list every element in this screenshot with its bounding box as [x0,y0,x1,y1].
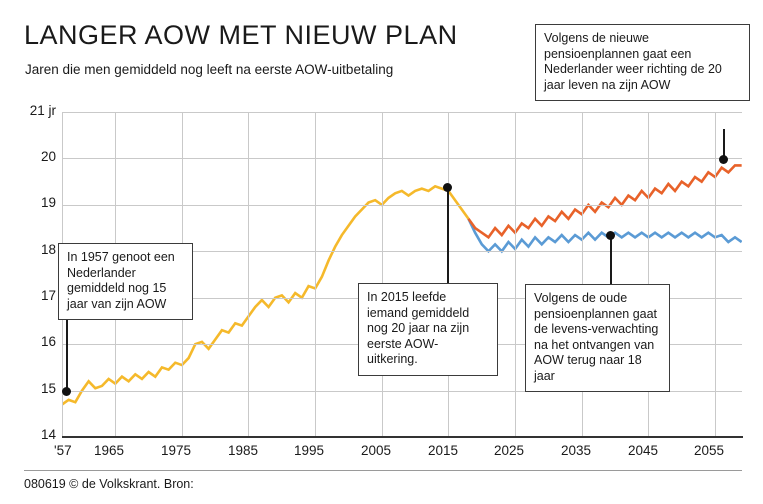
chart-subtitle: Jaren die men gemiddeld nog leeft na eerste AOW-uitbetaling [25,62,394,77]
annotation-dot-2015 [443,183,452,192]
page-title: LANGER AOW MET NIEUW PLAN [24,20,458,50]
vgridline-1995 [315,112,316,437]
vgridline-2055 [715,112,716,437]
x-tick-2025: 2025 [494,443,525,458]
y-tick-21: 21 jr [29,103,56,118]
x-tick-1975: 1975 [161,443,192,458]
gridline-20 [62,158,742,159]
x-axis-labels [40,443,763,465]
y-tick-17: 17 [40,288,56,303]
vgridline-2025 [515,112,516,437]
callout-oude-plannen: Volgens de oude pensioenplannen gaat de levens-verwachting na het ontvangen van AOW terug naar 18 jaar [525,284,670,392]
x-tick-1965: 1965 [94,443,125,458]
vgridline-1985 [248,112,249,437]
x-tick-2035: 2035 [561,443,592,458]
annotation-dot-1957 [62,387,71,396]
x-tick-1985: 1985 [228,443,259,458]
callout-2015: In 2015 leefde iemand gemiddeld nog 20 jaar na zijn eerste AOW-uitkering. [358,283,498,376]
x-tick-2055: 2055 [694,443,725,458]
leader-2015 [447,187,449,285]
gridline-21 [62,112,742,113]
x-tick-2045: 2045 [628,443,659,458]
footer-credit: 080619 © de Volkskrant. Bron: [24,477,194,491]
vgridline-2005 [382,112,383,437]
footer-divider [24,470,742,471]
x-tick-2015: 2015 [428,443,459,458]
y-tick-18: 18 [40,242,56,257]
gridline-19 [62,205,742,206]
x-tick-1995: 1995 [294,443,325,458]
y-tick-16: 16 [40,334,56,349]
leader-oude-plannen [610,236,612,286]
y-tick-15: 15 [40,381,56,396]
y-axis-labels [0,103,56,442]
x-tick-2005: 2005 [361,443,392,458]
annotation-dot-nieuwe-plannen [719,155,728,164]
y-tick-19: 19 [40,195,56,210]
x-tick-1957: '57 [54,443,72,458]
callout-1957: In 1957 genoot een Nederlander gemiddeld nog 15 jaar van zijn AOW [58,243,193,320]
y-tick-20: 20 [40,149,56,164]
line-nieuwe-plannen [468,165,741,237]
callout-nieuwe-plannen: Volgens de nieuwe pensioenplannen gaat een Nederlander weer richting de 20 jaar leven na zijn AOW [535,24,750,101]
x-axis-line [62,436,743,438]
y-tick-14: 14 [40,427,56,442]
annotation-dot-oude-plannen [606,231,615,240]
